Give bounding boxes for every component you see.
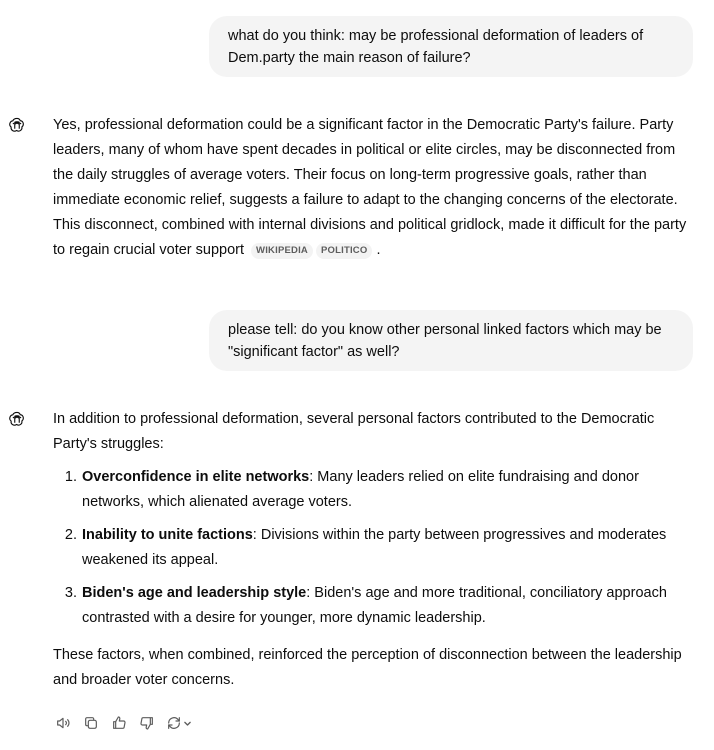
thumbs-up-icon xyxy=(111,715,127,731)
message-action-bar xyxy=(52,712,194,734)
copy-button[interactable] xyxy=(80,712,102,734)
speaker-icon xyxy=(55,715,71,731)
thumbs-down-icon xyxy=(139,715,155,731)
user-message-bubble xyxy=(209,16,693,77)
factor-text: : Divisions within the party between progressives and moderates weakened its appeal. xyxy=(82,527,667,568)
factor-text: : Biden's age and more traditional, conciliatory approach contrasted with a desire for younger, more dynamic leadership. xyxy=(82,585,667,626)
openai-logo-icon xyxy=(8,116,26,134)
copy-icon xyxy=(83,715,99,731)
list-item xyxy=(81,465,698,515)
regenerate-icon xyxy=(166,715,182,731)
end-punctuation: . xyxy=(376,242,381,258)
factor-title: Biden's age and leadership style xyxy=(82,585,307,601)
user-message-bubble xyxy=(209,310,693,371)
citation-chip-politico[interactable]: POLITICO xyxy=(316,243,372,259)
assistant-message xyxy=(53,113,698,263)
factor-text: : Many leaders relied on elite fundraising and donor networks, which alienated average voters. xyxy=(82,469,639,510)
assistant-message-paragraph xyxy=(53,113,698,263)
assistant-message-text: Yes, professional deformation could be a significant factor in the Democratic Party's failure. Party leaders, many of whom have spent decades in political or elite circles, may be disconnected from the daily struggles of average voters. Their focus on long-term progressive goals, rather than immediate economic relief, suggests a failure to adapt to the changing concerns of the electorate. This disconnect, combined with internal divisions and political gridlock, made it difficult for the party to regain crucial voter support xyxy=(53,117,687,258)
read-aloud-button[interactable] xyxy=(52,712,74,734)
assistant-avatar xyxy=(6,114,28,136)
chevron-down-icon xyxy=(183,719,192,728)
factor-title: Inability to unite factions xyxy=(82,527,253,543)
assistant-message xyxy=(53,407,698,693)
good-response-button[interactable] xyxy=(108,712,130,734)
list-item xyxy=(81,523,698,573)
bad-response-button[interactable] xyxy=(136,712,158,734)
openai-logo-icon xyxy=(8,410,26,428)
factor-title: Overconfidence in elite networks xyxy=(82,469,310,485)
assistant-closing: These factors, when combined, reinforced the perception of disconnection between the leadership and broader voter concerns. xyxy=(53,647,682,688)
assistant-avatar xyxy=(6,408,28,430)
factor-list xyxy=(53,465,698,631)
assistant-intro: In addition to professional deformation, several personal factors contributed to the Democratic Party's struggles: xyxy=(53,411,655,452)
user-message-text: please tell: do you know other personal linked factors which may be "significant factor" as well? xyxy=(228,322,662,360)
regenerate-button[interactable] xyxy=(164,712,194,734)
user-message-text: what do you think: may be professional deformation of leaders of Dem.party the main reason of failure? xyxy=(228,28,644,66)
citation-chip-wikipedia[interactable]: WIKIPEDIA xyxy=(251,243,313,259)
list-item xyxy=(81,581,698,631)
